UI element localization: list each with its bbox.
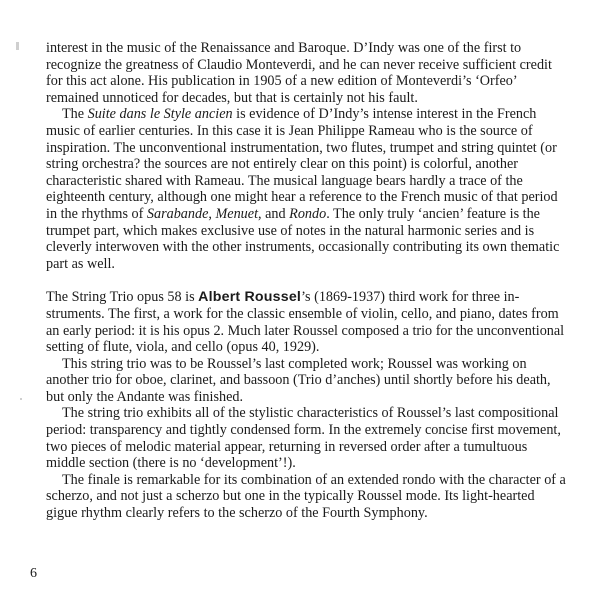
paragraph bbox=[46, 472, 566, 522]
italic-title: Menuet bbox=[215, 205, 259, 222]
text-run: The string trio exhibits all of the stylistic characteristics of Roussel’s last compositional period: transparency and tightly condensed form. In the extremely concise first movement, two pieces of melodic material appear, returning in reversed order after a tumultuous middle section (there is no ‘development’!). bbox=[46, 405, 561, 472]
paragraph bbox=[46, 106, 566, 272]
text-run: , bbox=[208, 205, 216, 222]
text-run: The bbox=[62, 106, 88, 123]
italic-title: Sarabande bbox=[146, 205, 209, 222]
paragraph bbox=[46, 405, 566, 471]
text-run: The finale is remarkable for its combination of an extended rondo with the character of a scherzo, and not just a scherzo but one in the typically Roussel mode. Its light-hearted gigue rhythm clearly refers to the scherzo of the Fourth Symphony. bbox=[46, 471, 566, 522]
scan-artifact bbox=[16, 42, 19, 50]
scan-artifact bbox=[20, 398, 22, 400]
italic-title: Suite dans le Style ancien bbox=[87, 106, 233, 123]
text-run: is evidence of D’Indy’s intense interest in the French music of earlier centuries. In this case it is Jean Philippe Rameau who is the source of inspiration. The unconventional instrumentation, two flutes, trumpet and string quintet (or string orchestra? the sources are not entirely clear on this point) is colorful, another characteristic shared with Rameau. The musical language bears hardly a trace of the eighteenth century, although one might hear a reference to the French music of that period in the rhythms of bbox=[46, 106, 558, 222]
paragraph bbox=[46, 40, 566, 106]
paragraph-gap bbox=[46, 272, 566, 289]
text-run: ’s (1869-1937) third work for three in-struments. The first, a work for the classic ensemble of violin, cello, and piano, dates from an early period: it is his opus 2. Much later Roussel composed a trio for the unconventional setting of flute, viola, and cello (opus 40, 1929). bbox=[46, 289, 565, 356]
text-run: interest in the music of the Renaissance and Baroque. D’Indy was one of the first to recognize the greatness of Claudio Monteverdi, and he can never receive sufficient credit for this act alone. His publication in 1905 of a new edition of Monteverdi’s ‘Orfeo’ remained unnoticed for decades, but that is certainly not his fault. bbox=[46, 40, 552, 106]
text-run: , and bbox=[258, 205, 290, 222]
composer-name: Albert Roussel bbox=[198, 289, 302, 306]
paragraph bbox=[46, 356, 566, 406]
page-number: 6 bbox=[30, 566, 37, 581]
text-run: The String Trio opus 58 is bbox=[46, 289, 199, 306]
italic-title: Rondo bbox=[289, 205, 327, 222]
text-run: This string trio was to be Roussel’s last completed work; Roussel was working on another trio for oboe, clarinet, and bassoon (Trio d’anches) until shortly before his death, but only the Andante was finished. bbox=[46, 355, 551, 405]
page-body bbox=[46, 40, 566, 522]
paragraph bbox=[46, 289, 566, 355]
text-run: . The only truly ‘ancien’ feature is the trumpet part, which makes exclusive use of notes in the natural harmonic series and is cleverly interwoven with the other instruments, occasionally contributing its own thematic part as well. bbox=[46, 205, 560, 272]
